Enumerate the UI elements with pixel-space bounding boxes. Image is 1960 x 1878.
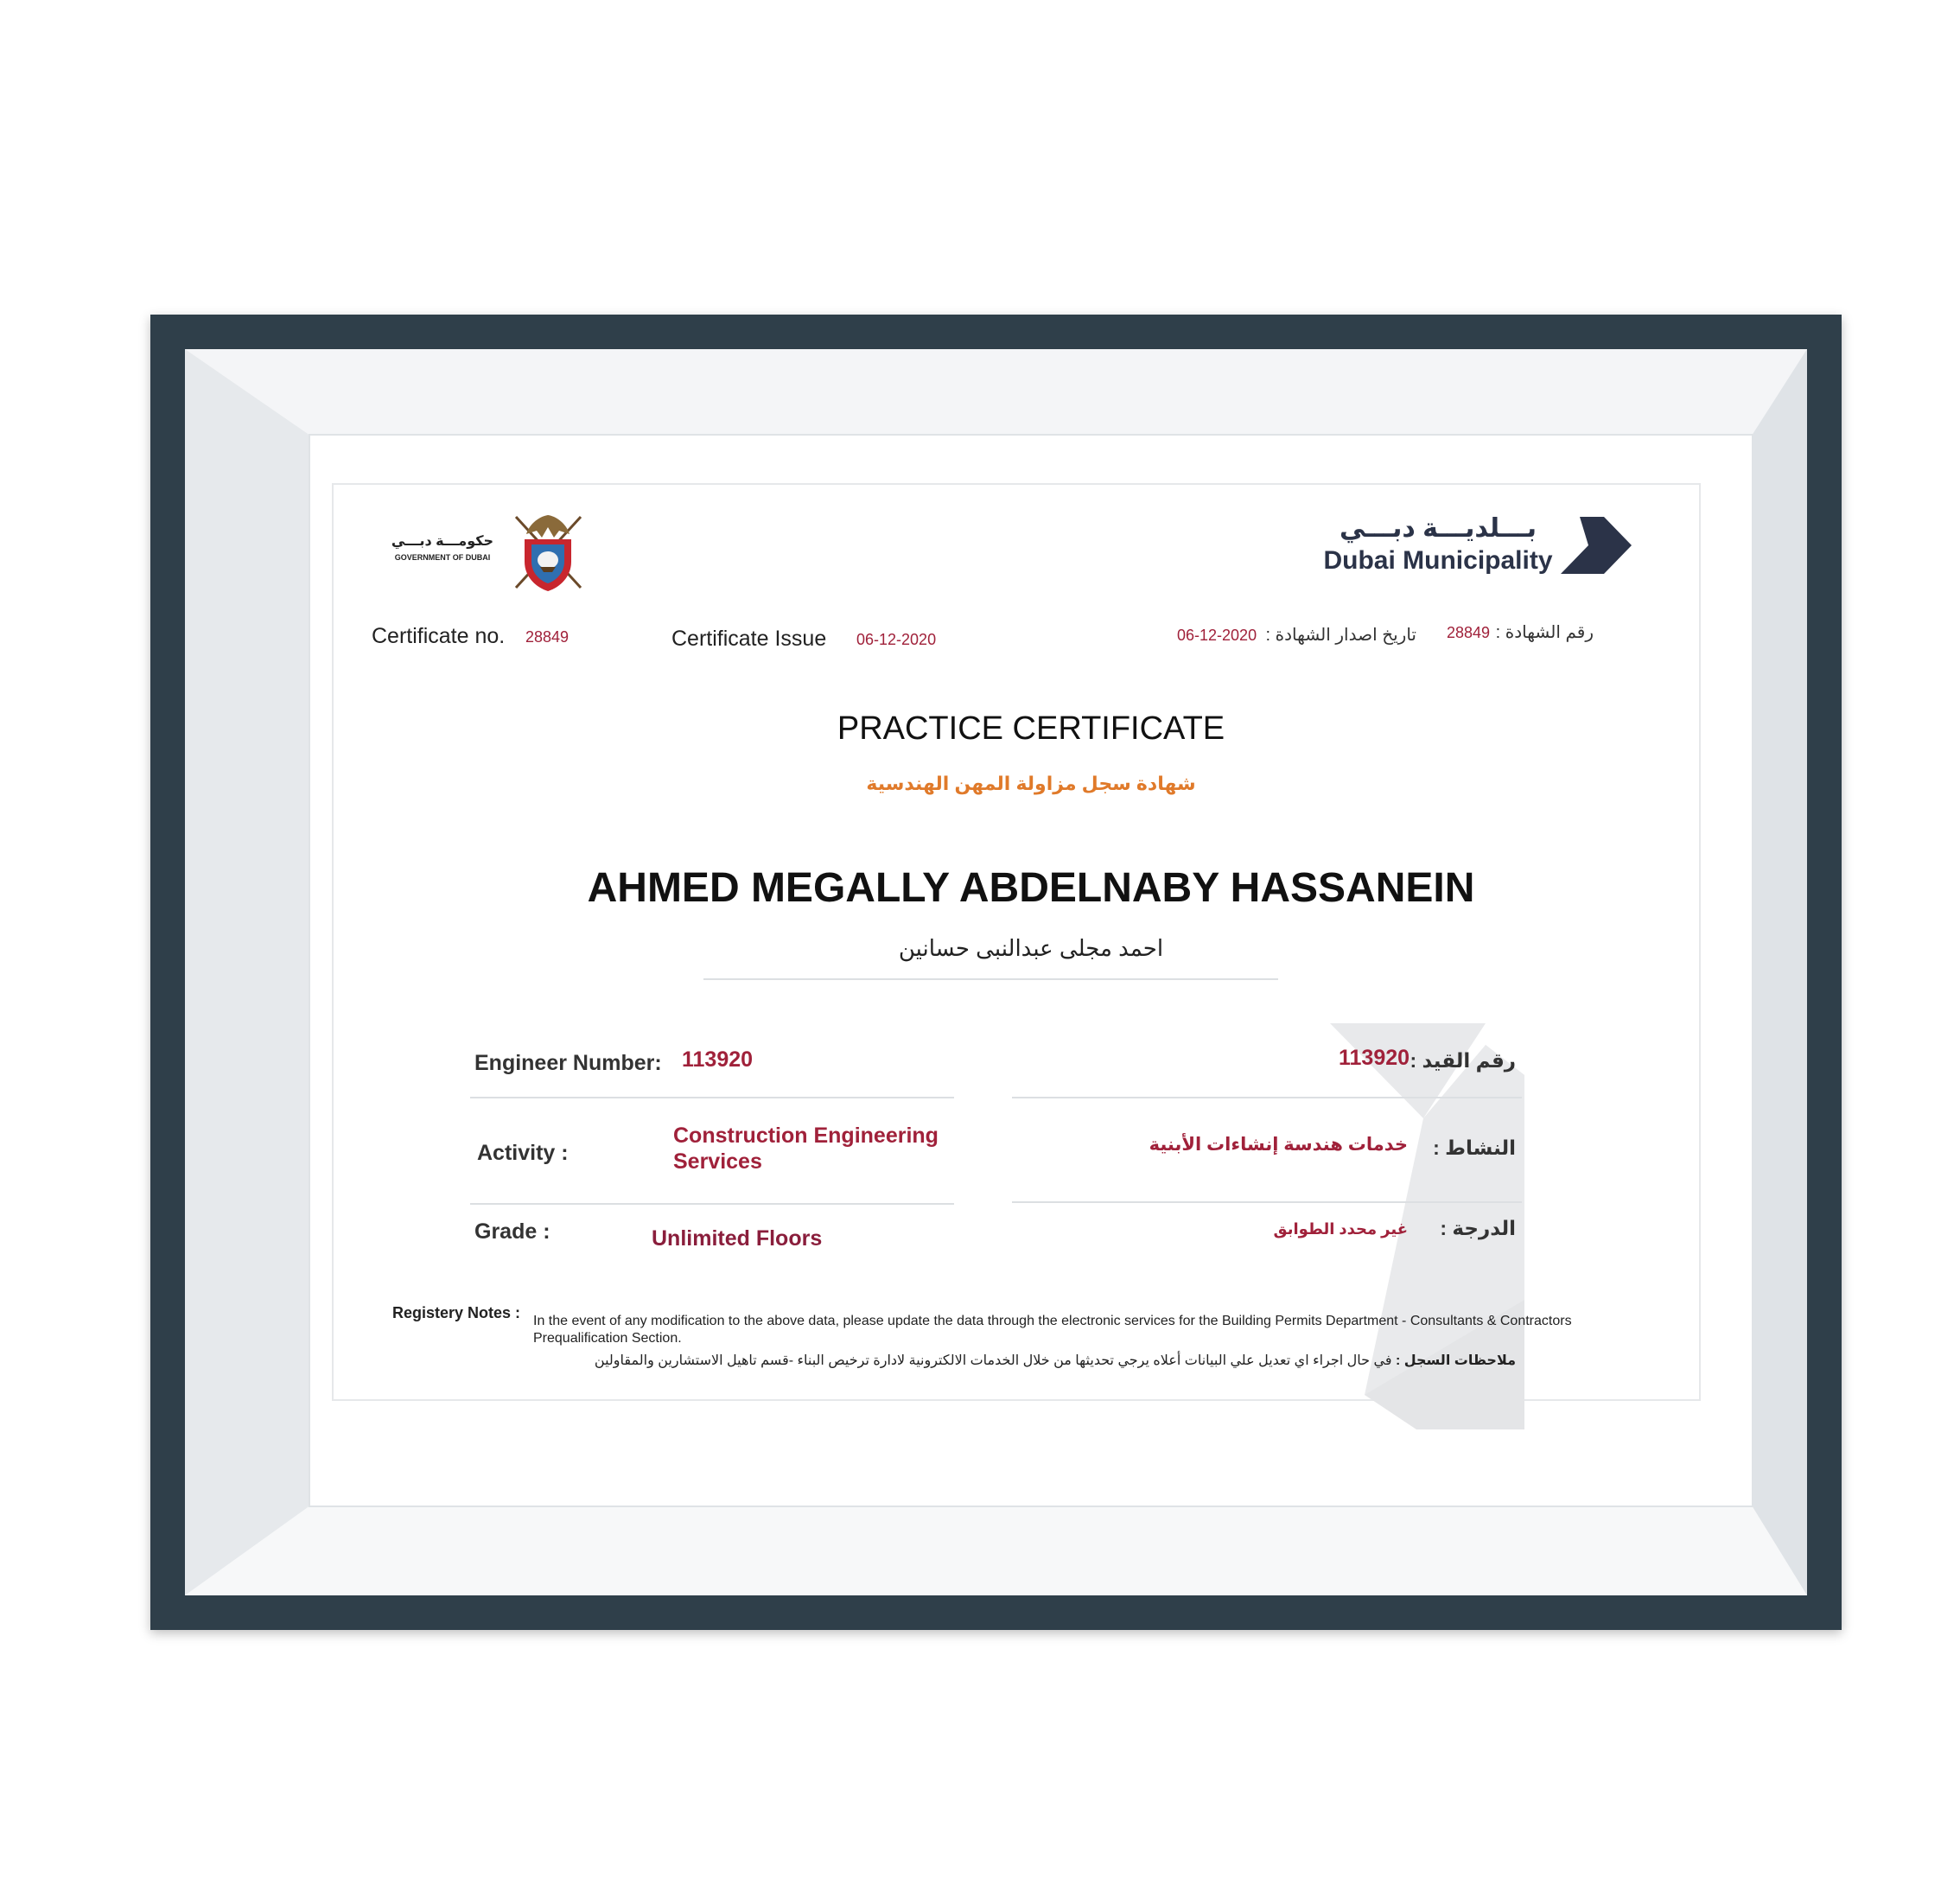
row-divider-right-2 [1012, 1201, 1522, 1203]
activity-label: Activity : [477, 1141, 569, 1165]
activity-label-ar: النشاط : [1433, 1136, 1516, 1159]
registery-notes-text-line1: In the event of any modification to the above data, please update the data through the electronic services for the Building Permits Department - Consultants & Contractors [533, 1314, 1572, 1328]
certificate-no-value: 28849 [525, 628, 570, 646]
registery-notes-text-ar: في حال اجراء اي تعديل علي البيانات أعلاه يرجي تحديثها من خلال الخدمات الالكترونية لادارة ترخيص البناء -قسم تاهيل الاستشارين والمقاولين [594, 1353, 1392, 1368]
picture-frame [150, 315, 1842, 1630]
certificate-no-value-ar: 28849 [1447, 624, 1491, 641]
registery-notes-label-ar: ملاحظات السجل : [1395, 1353, 1516, 1368]
dm-chevron-icon [1561, 517, 1634, 574]
activity-value-ar: خدمات هندسة إنشاءات الأبنية [1149, 1135, 1408, 1155]
registery-notes-text-line2: Prequalification Section. [533, 1331, 682, 1346]
grade-label: Grade : [474, 1219, 550, 1244]
dubai-emblem-icon [507, 508, 589, 595]
certificate-no-label: Certificate no. [372, 624, 506, 648]
registery-notes-ar [570, 1352, 1516, 1369]
row-divider-left-1 [470, 1097, 954, 1098]
activity-value-line1: Construction Engineering [673, 1124, 939, 1148]
gov-logo-arabic: حكومـــة دبـــي [391, 534, 494, 549]
certificate-issue-label-ar: تاريخ اصدار الشهادة : [1265, 626, 1416, 645]
activity-value-line2: Services [673, 1149, 762, 1174]
row-divider-left-2 [470, 1203, 954, 1205]
holder-name-ar: احمد مجلى عبدالنبى حسانين [898, 935, 1164, 961]
name-underline [703, 978, 1278, 980]
dm-logo-arabic: بـــلديـــة دبـــي [1340, 514, 1537, 543]
certificate-no-label-ar: رقم الشهادة : [1495, 623, 1594, 642]
engineer-number-label-ar: رقم القيد : [1410, 1049, 1516, 1072]
government-of-dubai-logo [386, 508, 594, 603]
certificate-title: PRACTICE CERTIFICATE [837, 710, 1225, 747]
holder-name: AHMED MEGALLY ABDELNABY HASSANEIN [587, 865, 1475, 911]
frame-mat [185, 349, 1807, 1595]
engineer-number-label: Engineer Number: [474, 1051, 662, 1075]
certificate-title-ar: شهادة سجل مزاولة المهن الهندسية [866, 773, 1196, 794]
registery-notes-label: Registery Notes : [392, 1304, 521, 1321]
grade-value: Unlimited Floors [652, 1226, 823, 1251]
certificate-issue-label: Certificate Issue [671, 627, 827, 651]
grade-label-ar: الدرجة : [1440, 1217, 1516, 1239]
certificate-issue-date-ar: 06-12-2020 [1177, 627, 1257, 644]
dubai-municipality-logo [1317, 513, 1645, 582]
dm-logo-english: Dubai Municipality [1323, 546, 1553, 575]
certificate-paper [310, 436, 1752, 1506]
gov-logo-english: GOVERNMENT OF DUBAI [394, 553, 491, 562]
grade-value-ar: غير محدد الطوابق [1273, 1220, 1408, 1238]
engineer-number-value-ar: 113920 [1339, 1046, 1410, 1070]
engineer-number-value: 113920 [682, 1047, 754, 1072]
certificate-issue-date: 06-12-2020 [856, 631, 937, 648]
row-divider-right-1 [1012, 1097, 1522, 1098]
